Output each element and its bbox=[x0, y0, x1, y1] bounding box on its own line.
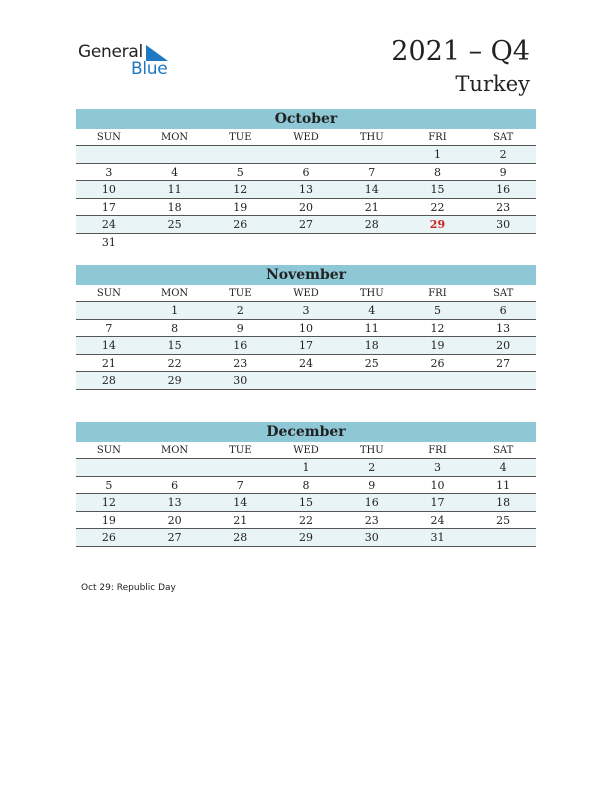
day-cell: 15 bbox=[430, 183, 445, 196]
day-cell: 3 bbox=[302, 304, 310, 317]
day-cell: 7 bbox=[368, 165, 376, 179]
weekday-label: WED bbox=[293, 132, 319, 143]
day-cell: 23 bbox=[496, 200, 511, 214]
day-cell: 16 bbox=[496, 183, 511, 196]
day-cell bbox=[405, 234, 471, 252]
month-title: November bbox=[76, 265, 536, 285]
day-cell: 24 bbox=[430, 513, 445, 527]
day-cell: 2 bbox=[499, 148, 507, 161]
weekday-header-row bbox=[76, 442, 536, 459]
day-cell: 3 bbox=[105, 165, 113, 179]
day-cell: 1 bbox=[171, 304, 179, 317]
day-cell: 15 bbox=[299, 496, 314, 509]
week-row bbox=[76, 302, 536, 320]
week-row bbox=[76, 320, 536, 338]
week-row bbox=[76, 494, 536, 512]
day-cell: 17 bbox=[299, 339, 314, 352]
day-cell bbox=[207, 459, 273, 476]
day-cell: 16 bbox=[233, 339, 248, 352]
day-cell: 29 bbox=[167, 374, 182, 387]
weekday-label: THU bbox=[359, 132, 384, 143]
weekday-header-row bbox=[76, 285, 536, 302]
day-cell: 25 bbox=[496, 513, 511, 527]
day-cell: 27 bbox=[496, 356, 511, 370]
day-cell: 6 bbox=[499, 304, 507, 317]
day-cell: 30 bbox=[496, 218, 511, 231]
day-cell: 26 bbox=[233, 218, 248, 231]
day-cell: 2 bbox=[236, 304, 244, 317]
day-cell: 1 bbox=[302, 461, 310, 474]
day-cell: 21 bbox=[101, 356, 116, 370]
day-cell: 29 bbox=[299, 531, 314, 544]
weekday-label: WED bbox=[293, 445, 319, 456]
holiday-day-cell: 29 bbox=[429, 218, 446, 231]
logo-text-general: General bbox=[78, 42, 143, 62]
day-cell bbox=[470, 234, 536, 252]
weekday-header-row bbox=[76, 129, 536, 146]
weekday-label: MON bbox=[160, 445, 189, 456]
weekday-label: THU bbox=[359, 445, 384, 456]
brand-logo bbox=[78, 40, 178, 80]
day-cell: 6 bbox=[171, 478, 179, 492]
week-row bbox=[76, 477, 536, 495]
month-october bbox=[76, 109, 536, 251]
day-cell bbox=[207, 234, 273, 252]
day-cell: 8 bbox=[433, 165, 441, 179]
day-cell bbox=[76, 459, 142, 476]
week-row bbox=[76, 355, 536, 373]
week-row bbox=[76, 146, 536, 164]
weekday-label: SUN bbox=[96, 445, 121, 456]
day-cell: 10 bbox=[299, 321, 314, 335]
day-cell: 9 bbox=[499, 165, 507, 179]
day-cell: 13 bbox=[496, 321, 511, 335]
day-cell: 9 bbox=[236, 321, 244, 335]
weekday-label: SUN bbox=[96, 132, 121, 143]
day-cell: 19 bbox=[233, 200, 248, 214]
month-title: December bbox=[76, 422, 536, 442]
logo-text-blue: Blue bbox=[131, 59, 168, 79]
day-cell: 2 bbox=[368, 461, 376, 474]
day-cell: 21 bbox=[364, 200, 379, 214]
day-cell: 25 bbox=[364, 356, 379, 370]
day-cell bbox=[339, 234, 405, 252]
weekday-label: MON bbox=[160, 288, 189, 299]
day-cell bbox=[273, 234, 339, 252]
country-label: Turkey bbox=[455, 72, 530, 96]
day-cell: 16 bbox=[364, 496, 379, 509]
day-cell: 19 bbox=[430, 339, 445, 352]
week-row bbox=[76, 372, 536, 390]
day-cell: 12 bbox=[430, 321, 445, 335]
day-cell: 28 bbox=[364, 218, 379, 231]
weekday-label: SAT bbox=[493, 445, 514, 456]
week-row bbox=[76, 234, 536, 252]
day-cell: 30 bbox=[364, 531, 379, 544]
day-cell: 17 bbox=[430, 496, 445, 509]
day-cell: 20 bbox=[167, 513, 182, 527]
day-cell: 25 bbox=[167, 218, 182, 231]
day-cell: 17 bbox=[101, 200, 116, 214]
weekday-label: FRI bbox=[428, 445, 447, 456]
day-cell: 10 bbox=[101, 183, 116, 196]
weekday-label: SUN bbox=[96, 288, 121, 299]
day-cell: 20 bbox=[496, 339, 511, 352]
day-cell: 22 bbox=[430, 200, 445, 214]
day-cell: 28 bbox=[233, 531, 248, 544]
day-cell: 31 bbox=[430, 531, 445, 544]
day-cell: 26 bbox=[430, 356, 445, 370]
day-cell: 12 bbox=[101, 496, 116, 509]
week-row bbox=[76, 216, 536, 234]
month-november bbox=[76, 265, 536, 390]
day-cell: 9 bbox=[368, 478, 376, 492]
day-cell bbox=[405, 372, 471, 389]
day-cell: 30 bbox=[233, 374, 248, 387]
day-cell: 14 bbox=[364, 183, 379, 196]
day-cell: 21 bbox=[233, 513, 248, 527]
week-row bbox=[76, 164, 536, 182]
day-cell bbox=[76, 302, 142, 319]
week-row bbox=[76, 181, 536, 199]
weekday-label: FRI bbox=[428, 288, 447, 299]
day-cell: 11 bbox=[364, 321, 379, 335]
holiday-notes bbox=[81, 583, 176, 593]
day-cell: 27 bbox=[299, 218, 314, 231]
page-title: 2021 – Q4 bbox=[391, 36, 530, 67]
day-cell: 22 bbox=[299, 513, 314, 527]
day-cell: 11 bbox=[167, 183, 182, 196]
weekday-label: FRI bbox=[428, 132, 447, 143]
weekday-label: SAT bbox=[493, 288, 514, 299]
weekday-label: WED bbox=[293, 288, 319, 299]
day-cell: 4 bbox=[171, 165, 179, 179]
day-cell bbox=[142, 146, 208, 163]
day-cell: 5 bbox=[433, 304, 441, 317]
day-cell: 24 bbox=[299, 356, 314, 370]
day-cell: 8 bbox=[171, 321, 179, 335]
day-cell: 24 bbox=[101, 218, 116, 231]
day-cell: 3 bbox=[433, 461, 441, 474]
day-cell: 20 bbox=[299, 200, 314, 214]
day-cell bbox=[339, 146, 405, 163]
day-cell: 27 bbox=[167, 531, 182, 544]
day-cell bbox=[207, 146, 273, 163]
day-cell: 22 bbox=[167, 356, 182, 370]
day-cell: 28 bbox=[101, 374, 116, 387]
day-cell: 5 bbox=[236, 165, 244, 179]
day-cell: 14 bbox=[101, 339, 116, 352]
day-cell: 18 bbox=[496, 496, 511, 509]
day-cell bbox=[76, 146, 142, 163]
day-cell: 4 bbox=[368, 304, 376, 317]
day-cell bbox=[142, 459, 208, 476]
day-cell: 13 bbox=[167, 496, 182, 509]
day-cell: 23 bbox=[233, 356, 248, 370]
day-cell bbox=[339, 372, 405, 389]
month-december bbox=[76, 422, 536, 547]
day-cell: 10 bbox=[430, 478, 445, 492]
day-cell: 26 bbox=[101, 531, 116, 544]
weekday-label: TUE bbox=[229, 445, 252, 456]
week-row bbox=[76, 199, 536, 217]
day-cell: 23 bbox=[364, 513, 379, 527]
day-cell bbox=[273, 372, 339, 389]
day-cell bbox=[470, 372, 536, 389]
month-title: October bbox=[76, 109, 536, 129]
week-row bbox=[76, 512, 536, 530]
day-cell: 15 bbox=[167, 339, 182, 352]
day-cell: 11 bbox=[496, 478, 511, 492]
day-cell: 8 bbox=[302, 478, 310, 492]
day-cell: 1 bbox=[433, 148, 441, 161]
day-cell: 7 bbox=[236, 478, 244, 492]
day-cell bbox=[470, 529, 536, 546]
day-cell: 5 bbox=[105, 478, 113, 492]
week-row bbox=[76, 529, 536, 547]
weekday-label: THU bbox=[359, 288, 384, 299]
day-cell: 31 bbox=[101, 235, 116, 249]
week-row bbox=[76, 459, 536, 477]
day-cell: 12 bbox=[233, 183, 248, 196]
day-cell: 7 bbox=[105, 321, 113, 335]
day-cell: 6 bbox=[302, 165, 310, 179]
weekday-label: TUE bbox=[229, 288, 252, 299]
day-cell: 13 bbox=[299, 183, 314, 196]
day-cell: 19 bbox=[101, 513, 116, 527]
day-cell: 4 bbox=[499, 461, 507, 474]
week-row bbox=[76, 337, 536, 355]
day-cell: 18 bbox=[364, 339, 379, 352]
day-cell: 18 bbox=[167, 200, 182, 214]
weekday-label: SAT bbox=[493, 132, 514, 143]
day-cell bbox=[142, 234, 208, 252]
weekday-label: MON bbox=[160, 132, 189, 143]
holiday-note: Oct 29: Republic Day bbox=[81, 583, 176, 593]
day-cell: 14 bbox=[233, 496, 248, 509]
day-cell bbox=[273, 146, 339, 163]
weekday-label: TUE bbox=[229, 132, 252, 143]
